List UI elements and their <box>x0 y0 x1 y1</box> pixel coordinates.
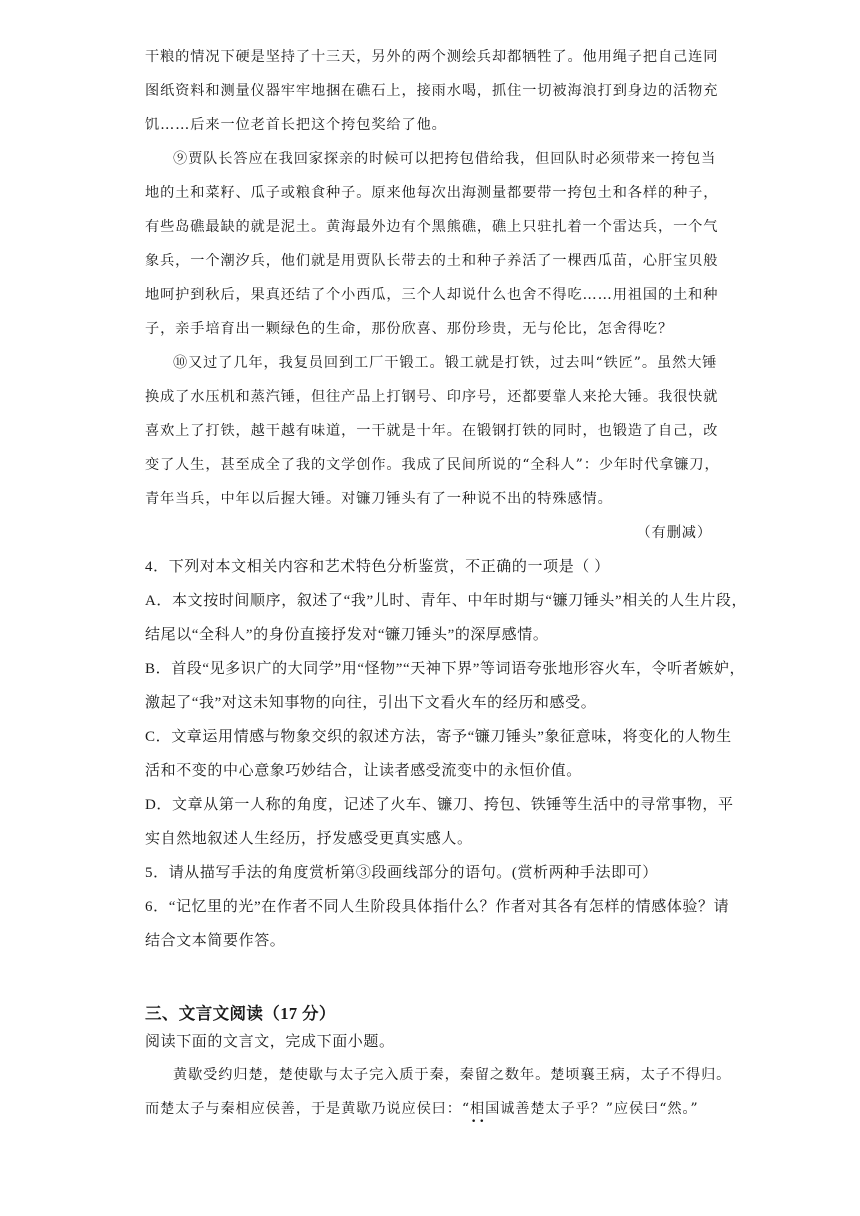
passage-line: 地的土和菜籽、瓜子或粮食种子。原来他每次出海测量都要带一挎包土和各样的种子， <box>145 185 719 201</box>
classical-text-line: 黄歇受约归楚，楚使歇与太子完入质于秦，秦留之数年。楚顷襄王病，太子不得归。 <box>173 1067 732 1083</box>
passage-line: 图纸资料和测量仪器牢牢地捆在礁石上，接雨水喝，抓住一切被海浪打到身边的活物充 <box>145 83 719 99</box>
question-6: 结合文本简要作答。 <box>145 933 286 949</box>
passage-line: 子，亲手培育出一颗绿色的生命，那份欣喜、那份珍贵，无与伦比，怎舍得吃？ <box>145 321 674 337</box>
question-4: 4．下列对本文相关内容和艺术特色分析鉴赏，不正确的一项是（ ） <box>145 559 610 575</box>
option-a: A．本文按时间顺序，叙述了“我”儿时、青年、中年时期与“镰刀锤头”相关的人生片段， <box>145 593 748 609</box>
passage-line: 地呵护到秋后，果真还结了个小西瓜，三个人却说什么也舍不得吃……用祖国的土和种 <box>145 287 719 303</box>
emphasis-dots: • • <box>471 1117 485 1127</box>
option-d: 实自然地叙述人生经历，抒发感受更真实感人。 <box>145 831 473 847</box>
section-title: 三、文言文阅读（17 分） <box>145 1004 336 1023</box>
paragraph-9: ⑨贾队长答应在我回家探亲的时候可以把挎包借给我，但回队时必须带来一挎包当 <box>173 151 717 167</box>
option-b: B．首段“见多识广的大同学”用“怪物”“天神下界”等词语夸张地形容火车，令听者嫉妒， <box>145 661 746 677</box>
passage-line: 象兵，一个潮汐兵，他们就是用贾队长带去的土和种子养活了一棵西瓜苗，心肝宝贝般 <box>145 253 719 269</box>
option-a: 结尾以“全科人”的身份直接抒发对“镰刀锤头”的深厚感情。 <box>145 627 549 643</box>
option-c: 活和不变的中心意象巧妙结合，让读者感受流变中的永恒价值。 <box>145 763 582 779</box>
abridged-note: （有删减） <box>636 525 712 541</box>
passage-line: 喜欢上了打铁，越干越有味道，一干就是十年。在锻钢打铁的同时，也锻造了自己，改 <box>145 423 719 439</box>
passage-line: 有些岛礁最缺的就是泥土。黄海最外边有个黑熊礁，礁上只驻扎着一个雷达兵，一个气 <box>145 219 719 235</box>
passage-line: 变了人生，甚至成全了我的文学创作。我成了民间所说的“全科人”：少年时代拿镰刀， <box>145 457 720 473</box>
paragraph-10: ⑩又过了几年，我复员回到工厂干锻工。锻工就是打铁，过去叫“铁匠”。虽然大锤 <box>173 355 718 371</box>
passage-line: 换成了水压机和蒸汽锤，但往产品上打钢号、印序号，还都要靠人来抡大锤。我很快就 <box>145 389 719 405</box>
passage-line: 青年当兵，中年以后握大锤。对镰刀锤头有了一种说不出的特殊感情。 <box>145 491 613 507</box>
section-instruction: 阅读下面的文言文，完成下面小题。 <box>145 1034 395 1050</box>
passage-line: 饥……后来一位老首长把这个挎包奖给了他。 <box>145 117 447 133</box>
question-5: 5．请从描写手法的角度赏析第③段画线部分的语句。(赏析两种手法即可） <box>145 865 658 881</box>
classical-text-line: 而楚太子与秦相应侯善，于是黄歇乃说应侯曰：“相国诚善楚太子乎？”应侯曰“然。” <box>145 1101 699 1117</box>
option-d: D．文章从第一人称的角度，记述了火车、镰刀、挎包、铁锤等生活中的寻常事物，平 <box>145 797 734 813</box>
passage-line: 干粮的情况下硬是坚持了十三天，另外的两个测绘兵却都牺牲了。他用绳子把自己连同 <box>145 49 719 65</box>
question-6: 6．“记忆里的光”在作者不同人生阶段具体指什么？作者对其各有怎样的情感体验？请 <box>145 899 730 915</box>
option-b: 激起了“我”对这未知事物的向往，引出下文看火车的经历和感受。 <box>145 695 597 711</box>
option-c: C．文章运用情感与物象交织的叙述方法，寄予“镰刀锤头”象征意味，将变化的人物生 <box>145 729 732 745</box>
